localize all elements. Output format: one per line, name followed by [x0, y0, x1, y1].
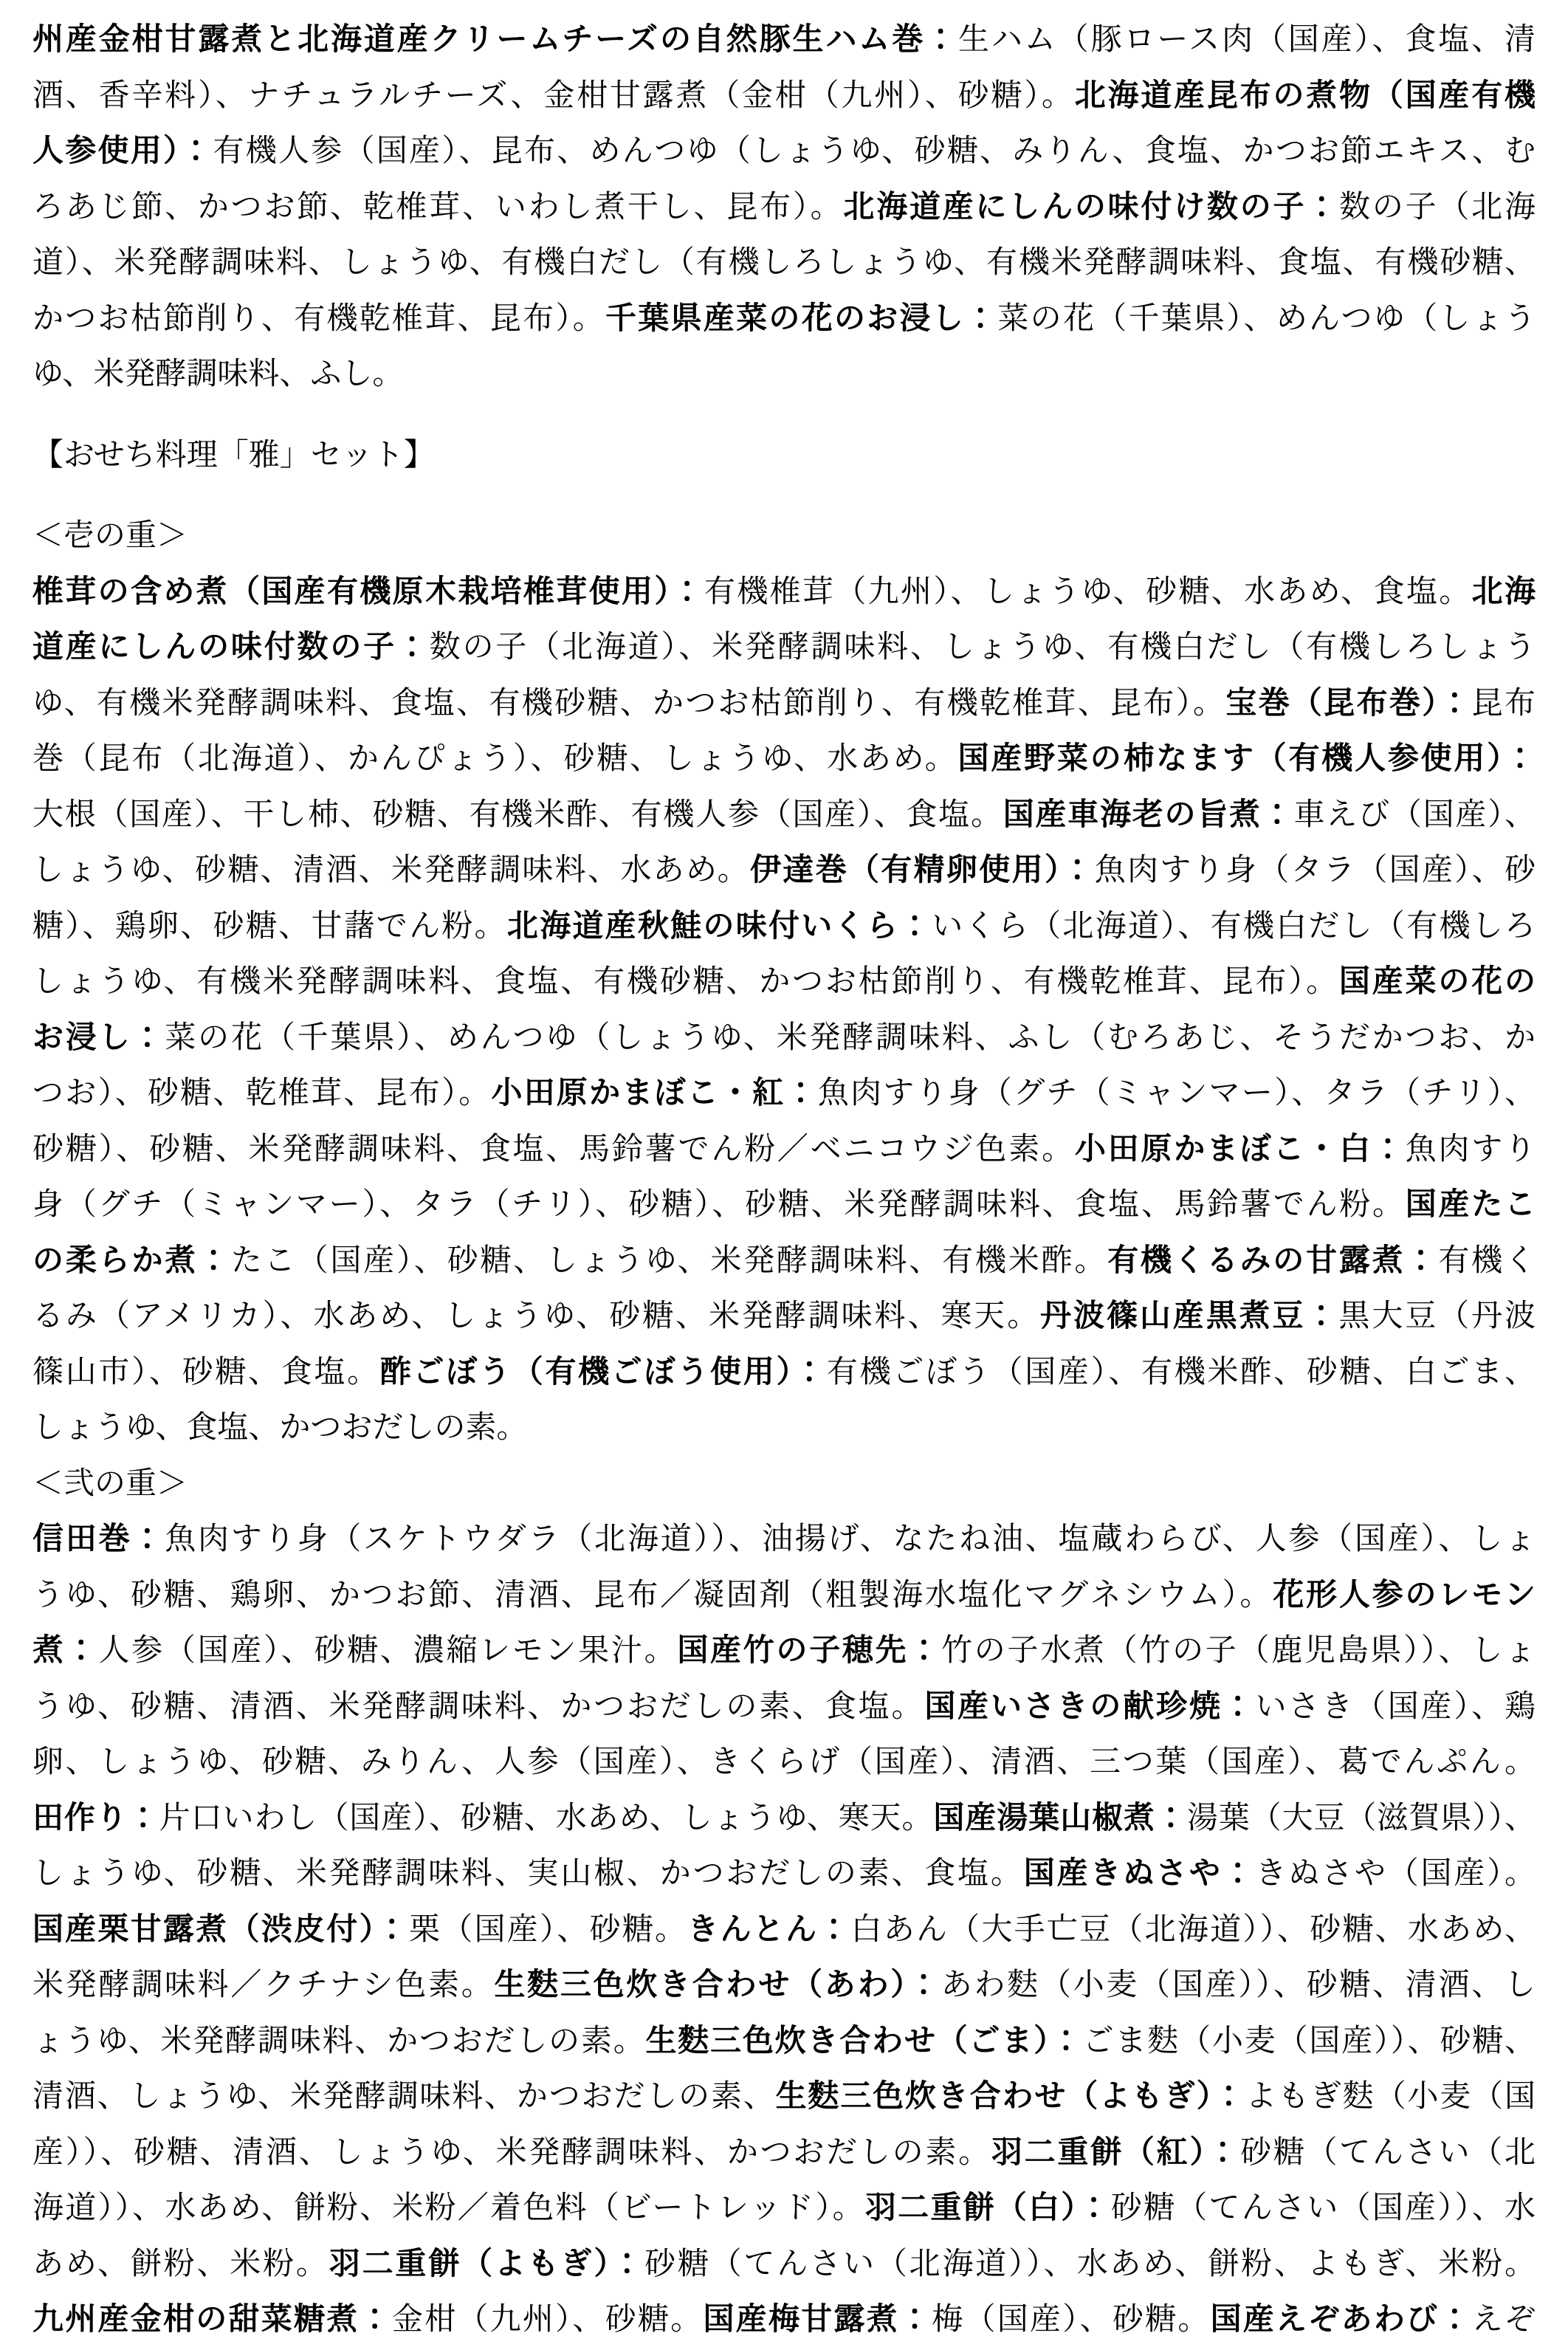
tier-two-heading: [32, 1457, 1536, 1513]
ingredient-detail-text: 菜の花（千葉県）、めんつゆ（しょうゆ、米発酵調味料、ふし（むろあじ、そうだかつお、か: [165, 1020, 1536, 1055]
ingredient-item-name: の柔らか煮：: [32, 1243, 231, 1278]
ingredient-item-name: 国産竹の子穂先：: [677, 1634, 942, 1668]
ingredient-item-name: 国産菜の花の: [1338, 965, 1536, 999]
ingredient-detail-text: かつお枯節削り、有機乾椎茸、昆布）。: [32, 301, 606, 336]
ingredient-item-name: 国産車海老の旨煮：: [1003, 797, 1294, 832]
ingredient-item-name: 九州産金柑の甜菜糖煮：: [32, 2303, 392, 2337]
ingredient-item-name: 小田原かまぼこ・紅：: [491, 1076, 818, 1110]
ingredient-detail-text: 魚肉すり身（グチ（ミャンマー）、タラ（チリ）、: [817, 1076, 1536, 1110]
text-line: [32, 788, 1536, 844]
ingredient-detail-text: あわ麩（小麦（国産））、砂糖、清酒、し: [941, 1968, 1536, 2002]
ingredient-item-name: 国産たこ: [1405, 1188, 1536, 1222]
text-line: [32, 1289, 1536, 1345]
text-line: [32, 1345, 1536, 1401]
ingredient-detail-text: 白あん（大手亡豆（北海道））、砂糖、水あめ、: [850, 1912, 1536, 1947]
ingredient-detail-text: 有機く: [1438, 1243, 1536, 1278]
ingredient-detail-text: 有機椎茸（九州）、しょうゆ、砂糖、水あめ、食塩。: [704, 574, 1472, 609]
ingredient-item-name: 信田巻：: [32, 1522, 165, 1556]
ingredient-detail-text: いさき（国産）、鶏: [1255, 1689, 1536, 1724]
ingredient-detail-text: 巻（昆布（北海道）、かんぴょう）、砂糖、しょうゆ、水あめ。: [32, 742, 958, 776]
ingredient-detail-text: 道）、米発酵調味料、しょうゆ、有機白だし（有機しろしょうゆ、有機米発酵調味料、食塩、有機砂糖、: [32, 246, 1536, 280]
ingredient-item-name: 国産梅甘露煮：: [703, 2303, 932, 2337]
text-line: [32, 1903, 1536, 1959]
ingredient-detail-text: 梅（国産）、砂糖。: [932, 2303, 1211, 2337]
text-line: [32, 13, 1536, 69]
ingredient-detail-text: 栗（国産）、砂糖。: [408, 1912, 688, 1947]
ingredient-detail-text: きぬさや（国産）。: [1255, 1857, 1536, 1891]
text-line: [32, 899, 1536, 955]
ingredient-item-name: 国産野菜の柿なます（有機人参使用）：: [957, 742, 1536, 776]
ingredient-detail-text: 篠山市）、砂糖、食塩。: [32, 1355, 380, 1389]
ingredient-item-name: 有機くるみの甘露煮：: [1107, 1243, 1439, 1278]
ingredient-detail-text: 有機人参（国産）、昆布、めんつゆ（しょうゆ、砂糖、みりん、食塩、かつお節エキス、む: [213, 134, 1536, 168]
ingredient-detail-text: るみ（アメリカ）、水あめ、しょうゆ、砂糖、米発酵調味料、寒天。: [32, 1299, 1041, 1333]
heading-text: ＜弐の重＞: [32, 1466, 188, 1501]
tier-two-ingredient-list: [32, 1512, 1536, 2349]
ingredient-detail-text: ゆ、有機米発酵調味料、食塩、有機砂糖、かつお枯節削り、有機乾椎茸、昆布）。: [32, 686, 1226, 721]
ingredient-detail-text: 米発酵調味料／クチナシ色素。: [32, 1968, 495, 2002]
text-line: [32, 1011, 1536, 1067]
ingredient-detail-text: あめ、餅粉、米粉。: [32, 2247, 329, 2281]
ingredient-detail-text: 海道））、水あめ、餅粉、米粉／着色料（ビートレッド）。: [32, 2191, 865, 2225]
ingredient-detail-text: うゆ、砂糖、鶏卵、かつお節、清酒、昆布／凝固剤（粗製海水塩化マグネシウム）。: [32, 1578, 1273, 1612]
ingredient-detail-text: 黒大豆（丹波: [1338, 1299, 1536, 1333]
text-line: [32, 1568, 1536, 1624]
ingredient-item-name: 田作り：: [32, 1801, 159, 1835]
text-line: [32, 1680, 1536, 1736]
text-line: [32, 2126, 1536, 2182]
ingredient-detail-text: 清酒、しょうゆ、米発酵調味料、かつおだしの素、: [32, 2080, 776, 2114]
ingredient-detail-text: 大根（国産）、干し柿、砂糖、有機米酢、有機人参（国産）、食塩。: [32, 797, 1003, 832]
ingredient-detail-text: しょうゆ、食塩、かつおだしの素。: [32, 1411, 528, 1445]
ingredient-item-name: 小田原かまぼこ・白：: [1074, 1132, 1406, 1167]
text-line: [32, 1178, 1536, 1234]
ingredient-detail-text: 酒、香辛料）、ナチュラルチーズ、金柑甘露煮（金柑（九州）、砂糖）。: [32, 78, 1075, 113]
ingredient-item-name: 丹波篠山産黒煮豆：: [1040, 1299, 1339, 1333]
ingredient-detail-text: 湯葉（大豆（滋賀県））、: [1186, 1801, 1536, 1835]
text-line: [32, 236, 1536, 292]
tier-one-ingredient-list: [32, 565, 1536, 1457]
ingredient-item-name: 国産湯葉山椒煮：: [933, 1801, 1187, 1835]
ingredient-detail-text: えぞ: [1471, 2303, 1536, 2337]
text-line: [32, 1066, 1536, 1122]
text-line: [32, 676, 1536, 732]
ingredient-detail-text: しょうゆ、砂糖、清酒、米発酵調味料、水あめ。: [32, 853, 750, 887]
text-line: [32, 2237, 1536, 2293]
ingredient-item-name: 生麩三色炊き合わせ（ごま）：: [645, 2024, 1083, 2058]
ingredient-item-name: 州産金柑甘露煮と北海道産クリームチーズの自然豚生ハム巻：: [32, 23, 958, 57]
ingredient-detail-text: 有機ごぼう（国産）、有機米酢、砂糖、白ごま、: [826, 1355, 1536, 1389]
text-line: [32, 1401, 1536, 1457]
ingredient-detail-text: 砂糖（てんさい（国産））、水: [1110, 2191, 1536, 2225]
text-line: [32, 1624, 1536, 1680]
ingredient-detail-text: 魚肉すり身（スケトウダラ（北海道））、油揚げ、なたね油、塩蔵わらび、人参（国産）、しょ: [165, 1522, 1536, 1556]
ingredient-detail-text: 片口いわし（国産）、砂糖、水あめ、しょうゆ、寒天。: [159, 1801, 934, 1835]
ingredient-detail-text: 菜の花（千葉県）、めんつゆ（しょう: [997, 301, 1536, 336]
ingredient-detail-text: 身（グチ（ミャンマー）、タラ（チリ）、砂糖）、砂糖、米発酵調味料、食塩、馬鈴薯でん粉。: [32, 1188, 1406, 1222]
ingredient-item-name: 酢ごぼう（有機ごぼう使用）：: [379, 1355, 827, 1389]
text-line: [32, 180, 1536, 236]
ingredient-item-name: 北海道産秋鮭の味付いくら：: [506, 909, 932, 944]
ingredient-detail-text: ろあじ節、かつお節、乾椎茸、いわし煮干し、昆布）。: [32, 190, 844, 224]
ingredient-detail-text: 車えび（国産）、: [1293, 797, 1536, 832]
ingredient-detail-text: ょうゆ、米発酵調味料、かつおだしの素。: [32, 2024, 646, 2058]
ingredient-detail-text: 人参（国産）、砂糖、濃縮レモン果汁。: [98, 1634, 678, 1668]
ingredient-detail-text: 卵、しょうゆ、砂糖、みりん、人参（国産）、きくらげ（国産）、清酒、三つ葉（国産）、葛でんぷん。: [32, 1745, 1536, 1779]
text-line: [32, 843, 1536, 899]
text-line: [32, 1234, 1536, 1290]
ingredient-detail-text: 昆布: [1471, 686, 1536, 721]
text-line: [32, 124, 1536, 180]
text-line: [32, 2292, 1536, 2349]
tier-one-heading: [32, 509, 1536, 565]
ingredient-item-name: 人参使用）：: [32, 134, 213, 168]
text-line: [32, 565, 1536, 621]
ingredient-detail-text: 魚肉すり身（タラ（国産）、砂: [1094, 853, 1536, 887]
ingredient-detail-text: 砂糖（てんさい（北: [1239, 2135, 1536, 2170]
ingredient-item-name: 道産にしんの味付数の子：: [32, 631, 430, 664]
ingredient-detail-text: たこ（国産）、砂糖、しょうゆ、米発酵調味料、有機米酢。: [230, 1243, 1108, 1278]
ingredient-item-name: 国産えぞあわび：: [1210, 2303, 1472, 2337]
ingredient-item-name: 北海: [1471, 574, 1536, 609]
ingredient-detail-text: いくら（北海道）、有機白だし（有機しろ: [932, 909, 1536, 944]
ingredient-item-name: 千葉県産菜の花のお浸し：: [605, 301, 998, 336]
text-line: [32, 1122, 1536, 1178]
ingredient-item-name: お浸し：: [32, 1020, 165, 1055]
ingredient-item-name: 羽二重餅（よもぎ）：: [329, 2247, 645, 2281]
ingredient-detail-text: うゆ、砂糖、清酒、米発酵調味料、かつおだしの素、食塩。: [32, 1689, 925, 1724]
ingredient-item-name: 生麩三色炊き合わせ（よもぎ）：: [775, 2080, 1246, 2114]
ingredient-item-name: きんとん：: [687, 1912, 851, 1947]
ingredient-item-name: 宝巻（昆布巻）：: [1225, 686, 1472, 721]
intro-ingredient-list: [32, 13, 1536, 403]
text-line: [32, 347, 1536, 403]
ingredient-detail-text: 金柑（九州）、砂糖。: [391, 2303, 704, 2337]
ingredient-detail-text: よもぎ麩（小麦（国: [1245, 2080, 1536, 2114]
text-line: [32, 620, 1536, 676]
ingredient-item-name: 羽二重餅（紅）：: [991, 2135, 1240, 2170]
ingredient-item-name: 国産栗甘露煮（渋皮付）：: [32, 1912, 409, 1947]
text-line: [32, 1791, 1536, 1847]
ingredient-detail-text: 砂糖）、砂糖、米発酵調味料、食塩、馬鈴薯でん粉／ベニコウジ色素。: [32, 1132, 1075, 1167]
heading-text: ＜壱の重＞: [32, 519, 188, 553]
ingredient-detail-text: 魚肉すり: [1405, 1132, 1536, 1167]
ingredient-detail-text: 竹の子水煮（竹の子（鹿児島県））、しょ: [941, 1634, 1536, 1668]
ingredient-detail-text: 生ハム（豚ロース肉（国産）、食塩、清: [957, 23, 1536, 57]
ingredient-item-name: 伊達巻（有精卵使用）：: [749, 853, 1095, 887]
ingredient-detail-text: 数の子（北海: [1339, 190, 1536, 224]
ingredient-detail-text: つお）、砂糖、乾椎茸、昆布）。: [32, 1076, 492, 1110]
heading-text: 【おせち料理「雅」セット】: [32, 438, 435, 473]
set-title-heading: [32, 428, 1536, 484]
ingredient-detail-text: 糖）、鶏卵、砂糖、甘藷でん粉。: [32, 909, 507, 944]
ingredient-item-name: 煮：: [32, 1634, 99, 1668]
ingredient-detail-text: 砂糖（てんさい（北海道））、水あめ、餅粉、よもぎ、米粉。: [644, 2247, 1536, 2281]
text-line: [32, 955, 1536, 1011]
text-line: [32, 69, 1536, 125]
text-line: [32, 292, 1536, 348]
ingredient-item-name: 北海道産昆布の煮物（国産有機: [1074, 78, 1536, 113]
text-line: [32, 2181, 1536, 2237]
text-line: [32, 1735, 1536, 1791]
ingredient-detail-text: 産））、砂糖、清酒、しょうゆ、米発酵調味料、かつおだしの素。: [32, 2135, 991, 2170]
text-line: [32, 2014, 1536, 2070]
ingredient-item-name: 国産いさきの献珍焼：: [924, 1689, 1256, 1724]
ingredient-item-name: 花形人参のレモン: [1273, 1578, 1536, 1612]
ingredient-item-name: 生麩三色炊き合わせ（あわ）：: [494, 1968, 941, 2002]
text-line: [32, 1846, 1536, 1903]
ingredient-item-name: 椎茸の含め煮（国産有機原木栽培椎茸使用）：: [32, 574, 704, 609]
ingredient-detail-text: 数の子（北海道）、米発酵調味料、しょうゆ、有機白だし（有機しろしょう: [429, 631, 1536, 664]
text-line: [32, 732, 1536, 788]
ingredient-item-name: 北海道産にしんの味付け数の子：: [843, 190, 1340, 224]
text-line: [32, 1512, 1536, 1568]
ingredient-detail-text: ゆ、米発酵調味料、ふし。: [32, 357, 404, 391]
ingredient-detail-text: しょうゆ、砂糖、米発酵調味料、実山椒、かつおだしの素、食塩。: [32, 1857, 1024, 1891]
ingredient-item-name: 羽二重餅（白）：: [864, 2191, 1111, 2225]
ingredient-detail-text: しょうゆ、有機米発酵調味料、食塩、有機砂糖、かつお枯節削り、有機乾椎茸、昆布）。: [32, 965, 1339, 999]
text-line: [32, 2069, 1536, 2126]
ingredient-item-name: 国産きぬさや：: [1023, 1857, 1256, 1891]
ingredient-detail-text: ごま麩（小麦（国産））、砂糖、: [1082, 2024, 1536, 2058]
text-line: [32, 1958, 1536, 2014]
